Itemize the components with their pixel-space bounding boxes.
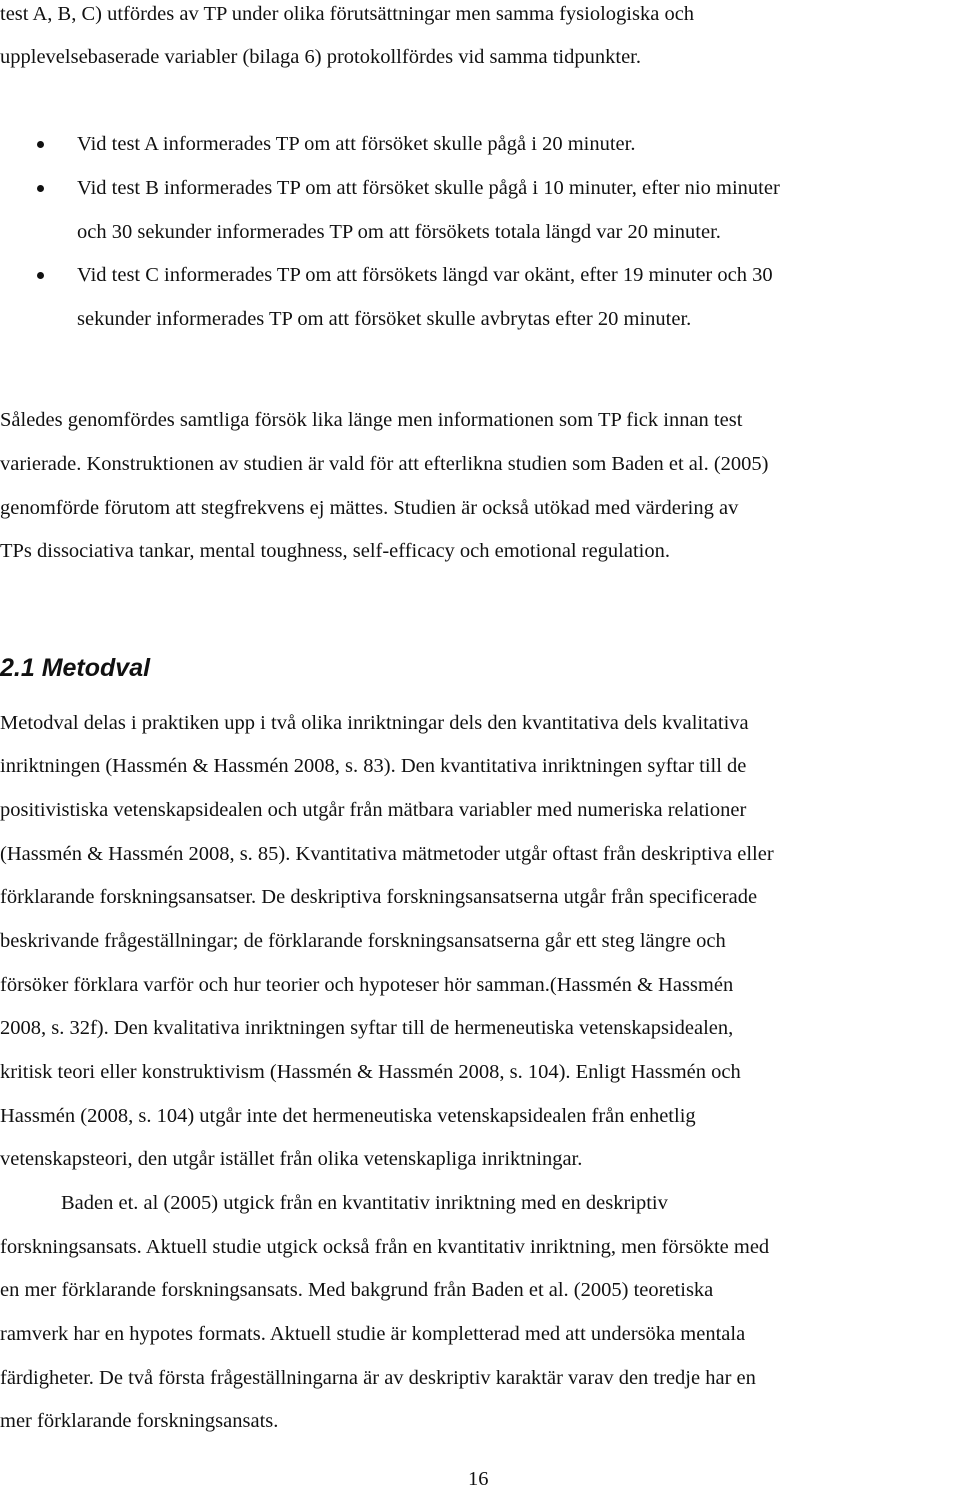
paragraph-2-line: positivistiska vetenskapsidealen och utgår från mätbara variabler med numeriska relationer [0,799,747,821]
bullet-b-line-2: och 30 sekunder informerades TP om att försökets totala längd var 20 minuter. [77,221,721,243]
paragraph-1-line: varierade. Konstruktionen av studien är vald för att efterlikna studien som Baden et al. (2005) [0,453,769,475]
paragraph-1-line: Således genomfördes samtliga försök lika länge men informationen som TP fick innan test [0,409,743,431]
bullet-c-line-2: sekunder informerades TP om att försöket skulle avbrytas efter 20 minuter. [77,308,692,330]
page-number: 16 [468,1468,489,1490]
intro-line-1: test A, B, C) utfördes av TP under olika förutsättningar men samma fysiologiska och [0,3,695,25]
paragraph-2-line: beskrivande frågeställningar; de förklarande forskningsansatserna går ett steg längre och [0,930,726,952]
paragraph-3-line: ramverk har en hypotes formats. Aktuell studie är kompletterad med att undersöka mentala [0,1323,746,1345]
paragraph-2-line: Metodval delas i praktiken upp i två olika inriktningar dels den kvantitativa dels kvalitativa [0,712,749,734]
paragraph-3-line: Baden et. al (2005) utgick från en kvantitativ inriktning med en deskriptiv [61,1192,668,1214]
bullet-c-line-1: Vid test C informerades TP om att försökets längd var okänt, efter 19 minuter och 30 [77,264,773,286]
intro-line-2: upplevelsebaserade variabler (bilaga 6) protokollfördes vid samma tidpunkter. [0,46,641,68]
paragraph-1-line: genomförde förutom att stegfrekvens ej mättes. Studien är också utökad med värdering av [0,497,739,519]
bullet-dot-icon [37,185,44,192]
paragraph-2-line: inriktningen (Hassmén & Hassmén 2008, s. 83). Den kvantitativa inriktningen syftar till de [0,755,747,777]
paragraph-2-line: vetenskapsteori, den utgår istället från olika vetenskapliga inriktningar. [0,1148,583,1170]
bullet-a-line-1: Vid test A informerades TP om att försöket skulle pågå i 20 minuter. [77,133,636,155]
paragraph-2-line: (Hassmén & Hassmén 2008, s. 85). Kvantitativa mätmetoder utgår oftast från deskriptiva eller [0,843,774,865]
section-heading: 2.1 Metodval [0,654,151,682]
paragraph-2-line: förklarande forskningsansatser. De deskriptiva forskningsansatserna utgår från specificerade [0,886,758,908]
paragraph-2-line: försöker förklara varför och hur teorier och hypoteser hör samman.(Hassmén & Hassmén [0,974,734,996]
bullet-dot-icon [37,272,44,279]
paragraph-3-line: forskningsansats. Aktuell studie utgick också från en kvantitativ inriktning, men försökte med [0,1236,770,1258]
paragraph-3-line: mer förklarande forskningsansats. [0,1410,279,1432]
bullet-dot-icon [37,141,44,148]
paragraph-1-line: TPs dissociativa tankar, mental toughness, self-efficacy och emotional regulation. [0,540,670,562]
paragraph-2-line: Hassmén (2008, s. 104) utgår inte det hermeneutiska vetenskapsidealen från enhetlig [0,1105,696,1127]
paragraph-3-line: en mer förklarande forskningsansats. Med bakgrund från Baden et al. (2005) teoretiska [0,1279,714,1301]
paragraph-2-line: 2008, s. 32f). Den kvalitativa inriktningen syftar till de hermeneutiska vetenskapsidealen, [0,1017,734,1039]
paragraph-2-line: kritisk teori eller konstruktivism (Hassmén & Hassmén 2008, s. 104). Enligt Hassmén och [0,1061,741,1083]
paragraph-3-line: färdigheter. De två första frågeställningarna är av deskriptiv karaktär varav den tredje har en [0,1367,756,1389]
bullet-b-line-1: Vid test B informerades TP om att försöket skulle pågå i 10 minuter, efter nio minuter [77,177,780,199]
